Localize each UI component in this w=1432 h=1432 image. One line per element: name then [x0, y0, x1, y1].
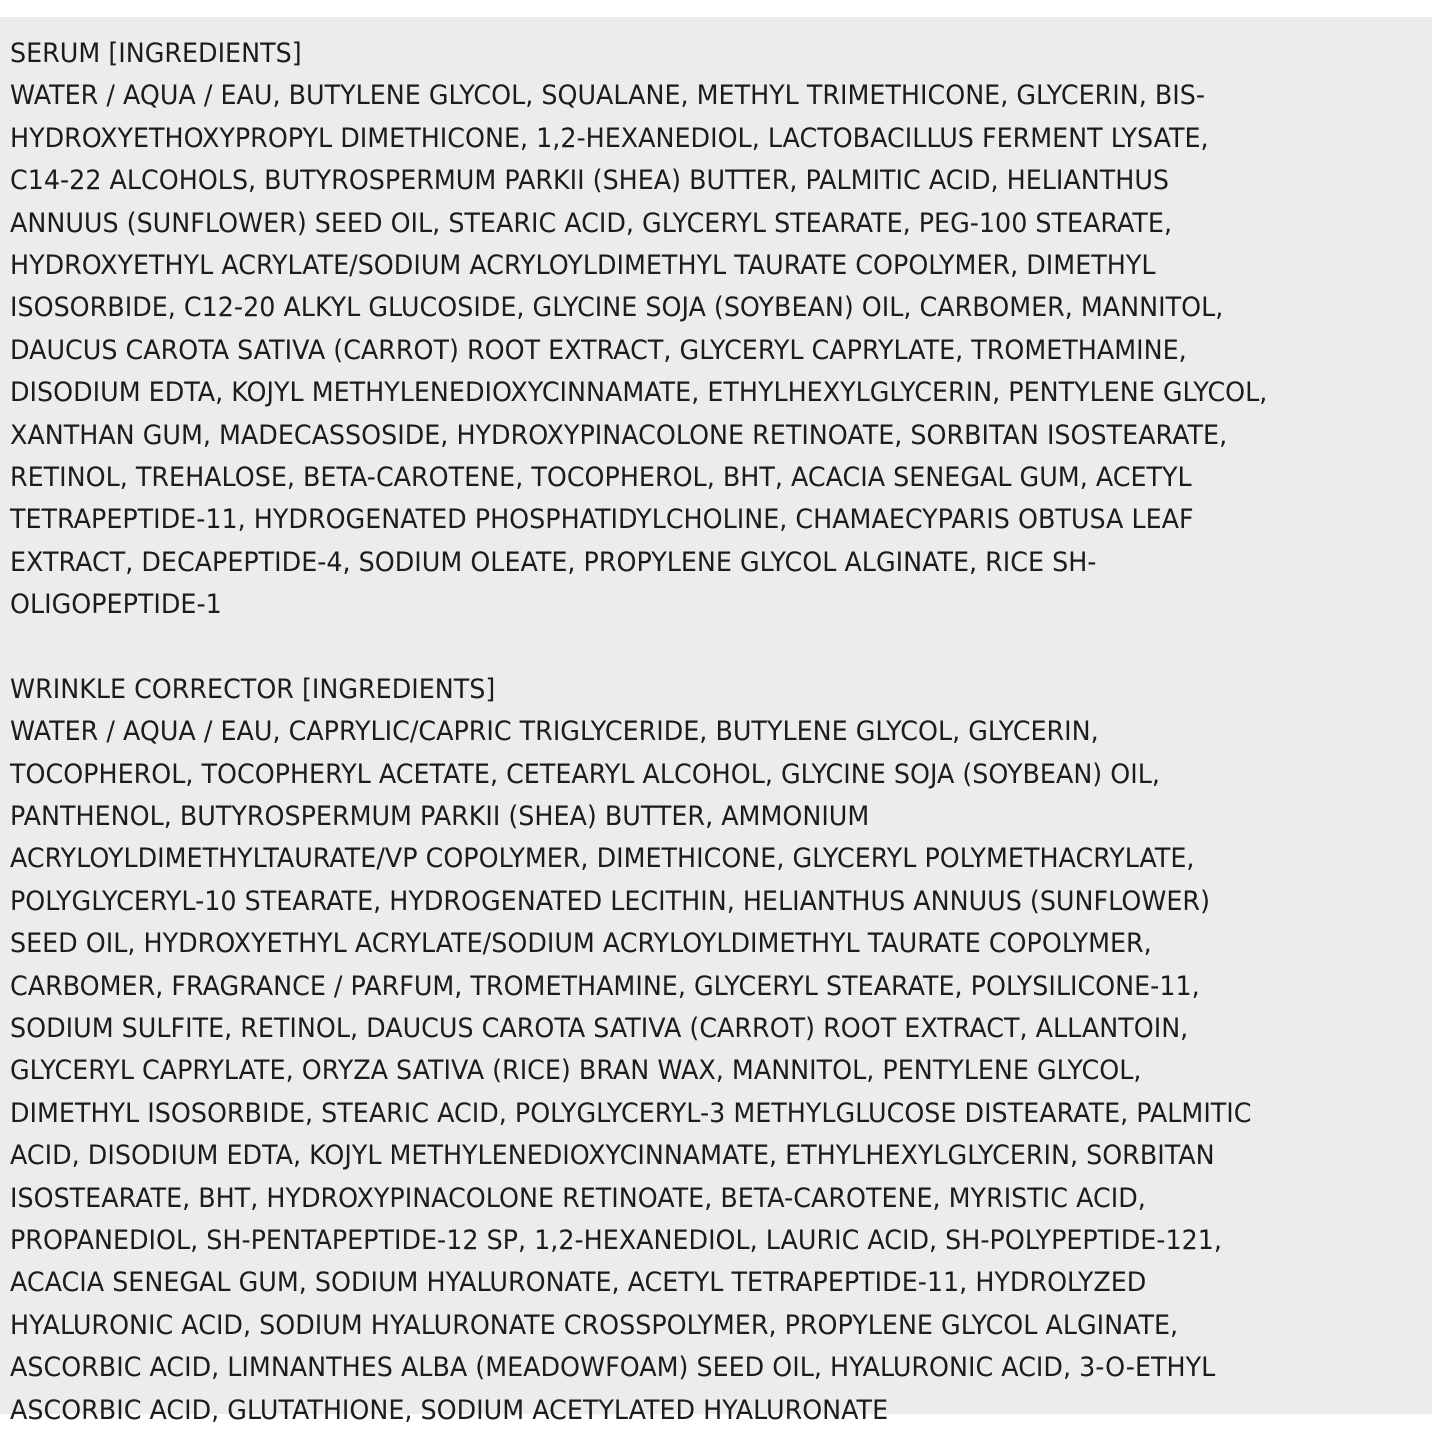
wrinkle-corrector-ingredient-line: ASCORBIC ACID, LIMNANTHES ALBA (MEADOWFOAM) SEED OIL, HYALURONIC ACID, 3-O-ETHYL [10, 1352, 1216, 1384]
serum-ingredient-line: OLIGOPEPTIDE-1 [10, 589, 222, 621]
serum-ingredient-line: WATER / AQUA / EAU, BUTYLENE GLYCOL, SQUALANE, METHYL TRIMETHICONE, GLYCERIN, BIS- [10, 80, 1206, 112]
wrinkle-corrector-ingredient-line: PANTHENOL, BUTYROSPERMUM PARKII (SHEA) BUTTER, AMMONIUM [10, 801, 870, 833]
wrinkle-corrector-heading: WRINKLE CORRECTOR [INGREDIENTS] [10, 673, 496, 705]
wrinkle-corrector-ingredient-line: ACACIA SENEGAL GUM, SODIUM HYALURONATE, ACETYL TETRAPEPTIDE-11, HYDROLYZED [10, 1267, 1147, 1299]
wrinkle-corrector-ingredient-line: HYALURONIC ACID, SODIUM HYALURONATE CROSSPOLYMER, PROPYLENE GLYCOL ALGINATE, [10, 1309, 1179, 1341]
serum-ingredient-line: XANTHAN GUM, MADECASSOSIDE, HYDROXYPINACOLONE RETINOATE, SORBITAN ISOSTEARATE, [10, 419, 1228, 451]
serum-heading: SERUM [INGREDIENTS] [10, 38, 302, 69]
wrinkle-corrector-ingredient-line: SEED OIL, HYDROXYETHYL ACRYLATE/SODIUM ACRYLOYLDIMETHYL TAURATE COPOLYMER, [10, 928, 1152, 960]
wrinkle-corrector-ingredient-line: CARBOMER, FRAGRANCE / PARFUM, TROMETHAMINE, GLYCERYL STEARATE, POLYSILICONE-11, [10, 970, 1200, 1002]
wrinkle-corrector-ingredient-line: DIMETHYL ISOSORBIDE, STEARIC ACID, POLYGLYCERYL-3 METHYLGLUCOSE DISTEARATE, PALMITIC [10, 1097, 1252, 1129]
wrinkle-corrector-ingredient-line: POLYGLYCERYL-10 STEARATE, HYDROGENATED LECITHIN, HELIANTHUS ANNUUS (SUNFLOWER) [10, 885, 1210, 917]
wrinkle-corrector-ingredient-line: PROPANEDIOL, SH-PENTAPEPTIDE-12 SP, 1,2-HEXANEDIOL, LAURIC ACID, SH-POLYPEPTIDE-121, [10, 1224, 1222, 1256]
serum-ingredient-line: ANNUUS (SUNFLOWER) SEED OIL, STEARIC ACID, GLYCERYL STEARATE, PEG-100 STEARATE, [10, 207, 1173, 239]
ingredients-panel [0, 17, 1432, 1426]
serum-ingredient-line: TETRAPEPTIDE-11, HYDROGENATED PHOSPHATIDYLCHOLINE, CHAMAECYPARIS OBTUSA LEAF [10, 504, 1194, 536]
wrinkle-corrector-ingredient-line: ACID, DISODIUM EDTA, KOJYL METHYLENEDIOXYCINNAMATE, ETHYLHEXYLGLYCERIN, SORBITAN [10, 1140, 1215, 1172]
section-spacer [10, 626, 1430, 668]
serum-ingredient-line: HYDROXYETHOXYPROPYL DIMETHICONE, 1,2-HEXANEDIOL, LACTOBACILLUS FERMENT LYSATE, [10, 122, 1209, 154]
serum-ingredient-line: DISODIUM EDTA, KOJYL METHYLENEDIOXYCINNAMATE, ETHYLHEXYLGLYCERIN, PENTYLENE GLYCOL, [10, 377, 1268, 409]
serum-ingredient-line: RETINOL, TREHALOSE, BETA-CAROTENE, TOCOPHEROL, BHT, ACACIA SENEGAL GUM, ACETYL [10, 461, 1192, 493]
wrinkle-corrector-ingredient-line: ISOSTEARATE, BHT, HYDROXYPINACOLONE RETINOATE, BETA-CAROTENE, MYRISTIC ACID, [10, 1182, 1146, 1214]
serum-ingredient-line: ISOSORBIDE, C12-20 ALKYL GLUCOSIDE, GLYCINE SOJA (SOYBEAN) OIL, CARBOMER, MANNITOL, [10, 292, 1224, 324]
wrinkle-corrector-ingredient-line: ASCORBIC ACID, GLUTATHIONE, SODIUM ACETYLATED HYALURONATE [10, 1394, 889, 1426]
serum-ingredient-line: C14-22 ALCOHOLS, BUTYROSPERMUM PARKII (SHEA) BUTTER, PALMITIC ACID, HELIANTHUS [10, 165, 1170, 197]
wrinkle-corrector-ingredient-line: ACRYLOYLDIMETHYLTAURATE/VP COPOLYMER, DIMETHICONE, GLYCERYL POLYMETHACRYLATE, [10, 843, 1195, 875]
serum-ingredient-line: EXTRACT, DECAPEPTIDE-4, SODIUM OLEATE, PROPYLENE GLYCOL ALGINATE, RICE SH- [10, 546, 1097, 578]
wrinkle-corrector-ingredient-line: WATER / AQUA / EAU, CAPRYLIC/CAPRIC TRIGLYCERIDE, BUTYLENE GLYCOL, GLYCERIN, [10, 716, 1099, 748]
serum-ingredient-line: DAUCUS CAROTA SATIVA (CARROT) ROOT EXTRACT, GLYCERYL CAPRYLATE, TROMETHAMINE, [10, 334, 1187, 366]
ingredients-text-block [10, 33, 1430, 1432]
wrinkle-corrector-ingredient-line: GLYCERYL CAPRYLATE, ORYZA SATIVA (RICE) BRAN WAX, MANNITOL, PENTYLENE GLYCOL, [10, 1055, 1142, 1087]
serum-ingredient-line: HYDROXYETHYL ACRYLATE/SODIUM ACRYLOYLDIMETHYL TAURATE COPOLYMER, DIMETHYL [10, 249, 1156, 281]
wrinkle-corrector-ingredient-line: TOCOPHEROL, TOCOPHERYL ACETATE, CETEARYL ALCOHOL, GLYCINE SOJA (SOYBEAN) OIL, [10, 758, 1160, 790]
wrinkle-corrector-ingredient-line: SODIUM SULFITE, RETINOL, DAUCUS CAROTA SATIVA (CARROT) ROOT EXTRACT, ALLANTOIN, [10, 1012, 1189, 1044]
